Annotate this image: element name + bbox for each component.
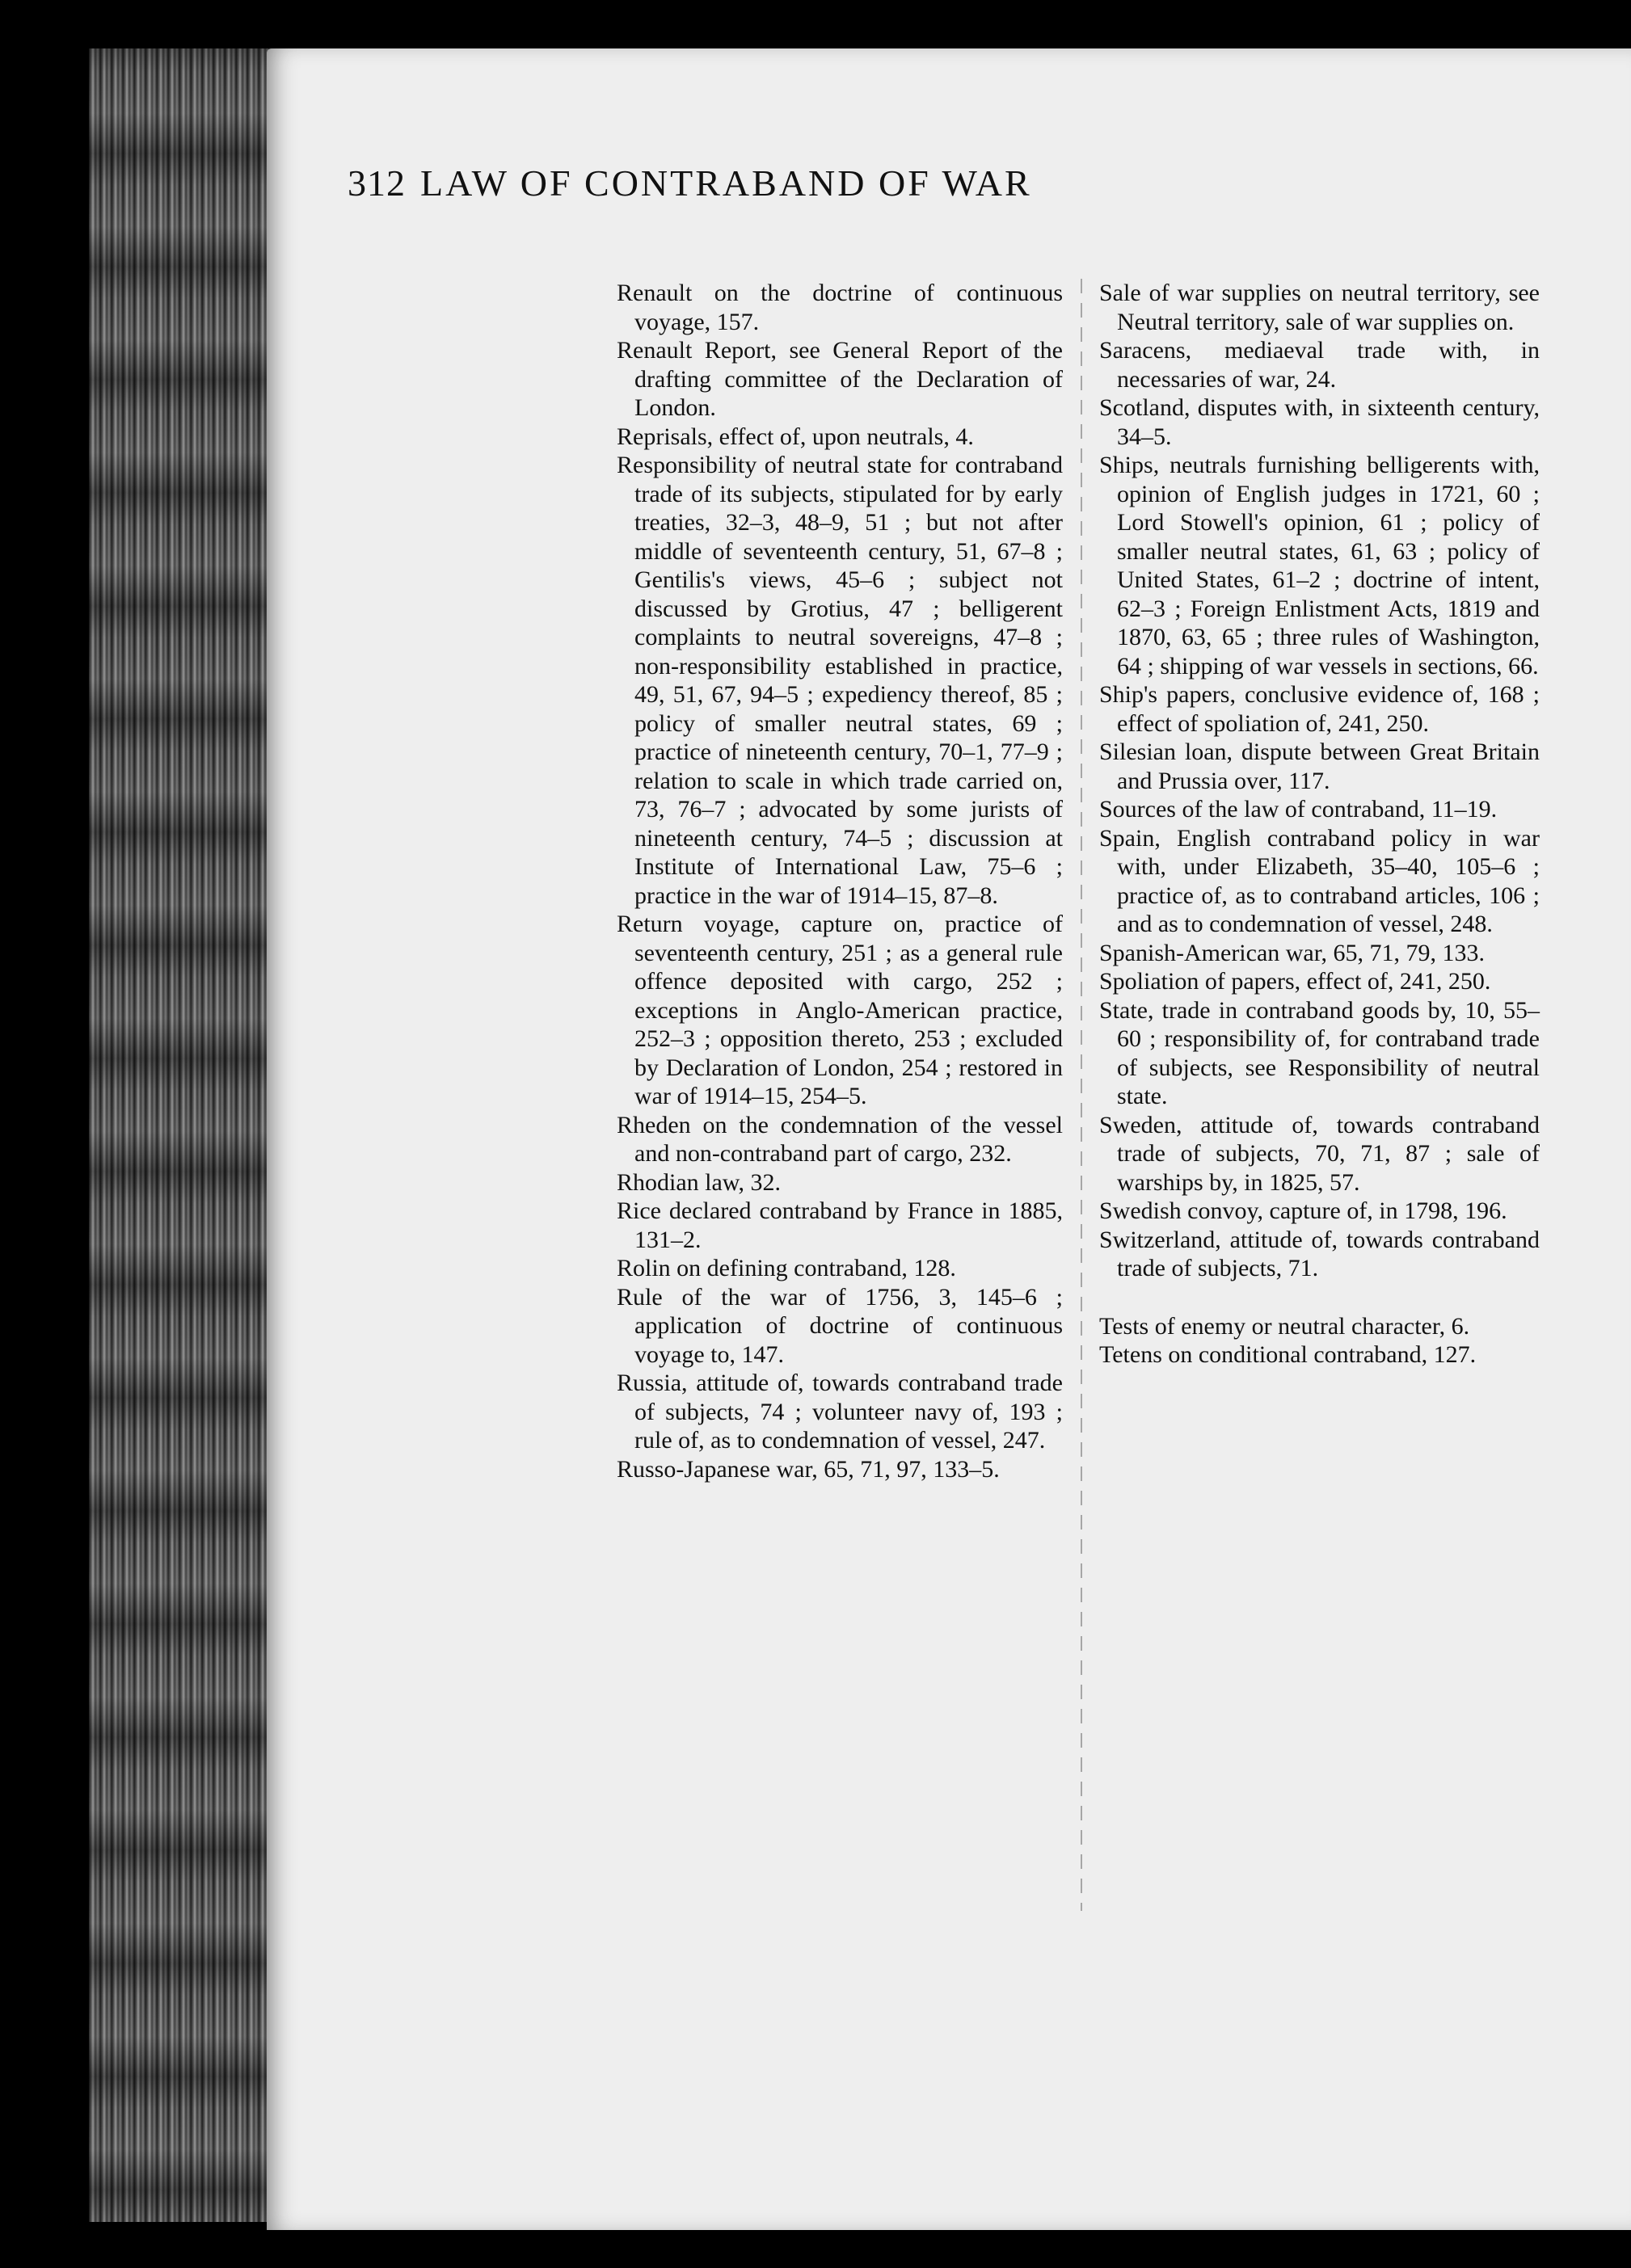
index-entry: Sweden, attitude of, towards contraband trade of subjects, 70, 71, 87 ; sale of warships by, in 1825, 57. [1099, 1111, 1540, 1196]
index-entry: Rheden on the condemnation of the vessel and non-contraband part of cargo, 232. [617, 1111, 1063, 1167]
index-entry: Return voyage, capture on, practice of seventeenth century, 251 ; as a general rule offence deposited with cargo, 252 ; exceptions in Anglo-American practice, 252–3 ; opposition thereto, 253 ; excluded by Declaration of London, 254 ; restored in war of 1914–15, 254–5. [617, 911, 1063, 1109]
index-entry: Ships, neutrals furnishing belligerents with, opinion of English judges in 1721, 60 ; Lord Stowell's opinion, 61 ; policy of smaller neutral states, 61, 63 ; policy of United States, 61–2 ; doctrine of intent, 62–3 ; Foreign Enlistment Acts, 1819 and 1870, 63, 65 ; three rules of Washington, 64 ; shipping of war vessels in sections, 66. [1099, 452, 1540, 680]
index-entry: Renault Report, see General Report of the drafting committee of the Declaration of London. [617, 337, 1063, 421]
index-entry: Tetens on conditional contraband, 127. [1099, 1341, 1477, 1368]
column-divider [1081, 279, 1082, 1911]
index-entry: Silesian loan, dispute between Great Britain and Prussia over, 117. [1099, 738, 1540, 794]
index-entry: State, trade in contraband goods by, 10, 55–60 ; responsibility of, for contraband trade of subjects, see Responsibility of neutral state. [1099, 996, 1540, 1109]
index-entry: Spoliation of papers, effect of, 241, 250. [1099, 968, 1491, 995]
index-entry: Rule of the war of 1756, 3, 145–6 ; application of doctrine of continuous voyage to, 147. [617, 1283, 1063, 1368]
index-entry: Tests of enemy or neutral character, 6. [1099, 1312, 1470, 1340]
index-column-left [617, 279, 1063, 1483]
index-entry: Rice declared contraband by France in 1885, 131–2. [617, 1197, 1063, 1253]
index-entry: Spanish-American war, 65, 71, 79, 133. [1099, 939, 1486, 966]
index-column-right [1099, 279, 1540, 1370]
index-entry: Saracens, mediaeval trade with, in necessaries of war, 24. [1099, 337, 1540, 393]
index-entry: Scotland, disputes with, in sixteenth century, 34–5. [1099, 394, 1540, 450]
index-entry: Sources of the law of contraband, 11–19. [1099, 796, 1498, 823]
index-entry: Russo-Japanese war, 65, 71, 97, 133–5. [617, 1455, 1000, 1483]
page-title: LAW OF CONTRABAND OF WAR [420, 162, 1032, 204]
book-fore-edge [89, 48, 275, 2222]
index-entry: Rolin on defining contraband, 128. [617, 1255, 956, 1281]
index-entry: Responsibility of neutral state for contraband trade of its subjects, stipulated for by early treaties, 32–3, 48–9, 51 ; but not after middle of seventeenth century, 51, 67–8 ; Gentilis's views, 45–6 ; subject not discussed by Grotius, 47 ; belligerent complaints to neutral sovereigns, 47–8 ; non-responsibility established in practice, 49, 51, 67, 94–5 ; expediency thereof, 85 ; policy of smaller neutral states, 69 ; practice of nineteenth century, 70–1, 77–9 ; relation to scale in which trade carried on, 73, 76–7 ; advocated by some jurists of nineteenth century, 74–5 ; discussion at Institute of International Law, 75–6 ; practice in the war of 1914–15, 87–8. [617, 452, 1063, 909]
index-entry: Reprisals, effect of, upon neutrals, 4. [617, 423, 974, 450]
running-head [348, 162, 1390, 218]
index-entry: Renault on the doctrine of continuous voyage, 157. [617, 280, 1063, 335]
index-entry: Swedish convoy, capture of, in 1798, 196. [1099, 1197, 1507, 1224]
index-entry: Spain, English contraband policy in war with, under Elizabeth, 35–40, 105–6 ; practice of, as to contraband articles, 106 ; and as to condemnation of vessel, 248. [1099, 824, 1540, 937]
index-entry: Rhodian law, 32. [617, 1168, 782, 1196]
index-entry: Switzerland, attitude of, towards contraband trade of subjects, 71. [1099, 1226, 1540, 1281]
index-entry: Ship's papers, conclusive evidence of, 168 ; effect of spoliation of, 241, 250. [1099, 681, 1540, 737]
page-number: 312 [348, 162, 406, 204]
index-entry: Sale of war supplies on neutral territory, see Neutral territory, sale of war supplies on. [1099, 280, 1540, 335]
index-entry: Russia, attitude of, towards contraband trade of subjects, 74 ; volunteer navy of, 193 ; rule of, as to condemnation of vessel, 247. [617, 1370, 1063, 1454]
